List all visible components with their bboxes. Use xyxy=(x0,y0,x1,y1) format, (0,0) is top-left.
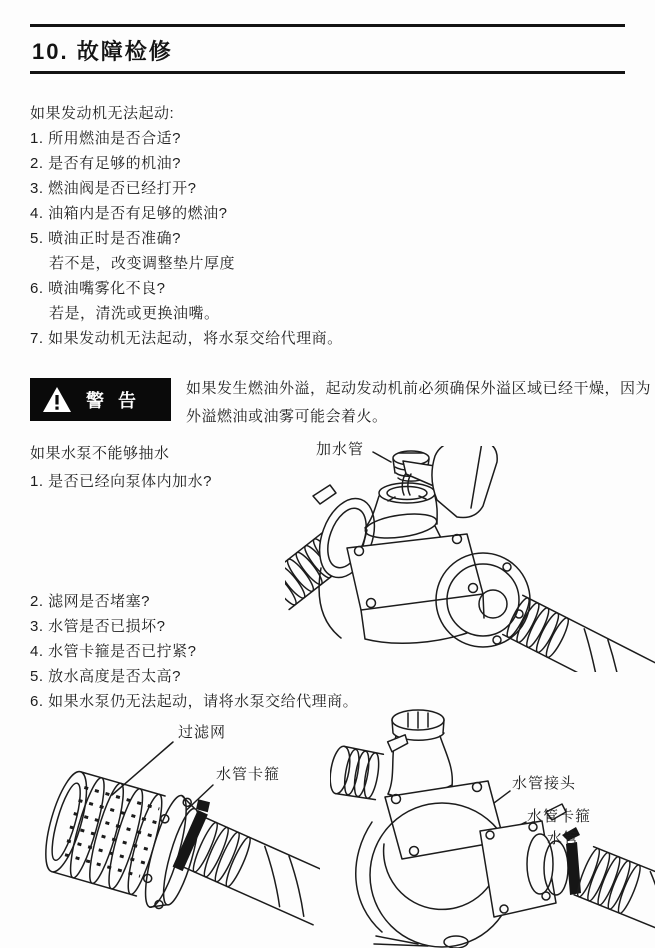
checklist-line: 1. 所用燃油是否合适? xyxy=(30,130,182,147)
engine-checklist-intro: 如果发动机无法起动: xyxy=(30,105,175,122)
checklist-line: 2. 滤网是否堵塞? xyxy=(30,593,151,610)
strainer-figure xyxy=(20,712,320,948)
checklist-line: 4. 水管卡箍是否已拧紧? xyxy=(30,643,197,660)
warning-banner xyxy=(30,378,171,421)
checklist-line: 3. 燃油阀是否已经打开? xyxy=(30,180,197,197)
warning-triangle-icon xyxy=(42,386,72,414)
checklist-line: 4. 油箱内是否有足够的燃油? xyxy=(30,205,228,222)
header-rule-top xyxy=(30,24,625,27)
warning-label: 警告 xyxy=(86,390,150,411)
strainer-label: 过滤网 xyxy=(178,724,227,741)
hose-clamp-label-right: 水管卡箍 xyxy=(527,808,592,825)
hose-label: 水管 xyxy=(547,830,580,847)
checklist-line: 6. 如果水泵仍无法起动，请将水泵交给代理商。 xyxy=(30,693,359,710)
checklist-subline: 若是，清洗或更换油嘴。 xyxy=(49,305,220,322)
pump-checklist-top xyxy=(30,440,212,496)
outlet-figure xyxy=(330,692,655,948)
priming-figure xyxy=(285,446,655,672)
warning-text: 如果发生燃油外溢，起动发动机前必须确保外溢区域已经干燥，因为外溢燃油或油雾可能会着火。 xyxy=(186,380,652,425)
hose-connector-label: 水管接头 xyxy=(512,775,577,792)
pump-checklist-intro: 如果水泵不能够抽水 xyxy=(30,445,170,462)
hose-clamp-label-left: 水管卡箍 xyxy=(216,766,281,783)
checklist-line: 5. 喷油正时是否准确? xyxy=(30,230,182,247)
checklist-line: 3. 水管是否已损坏? xyxy=(30,618,166,635)
checklist-line: 1. 是否已经向泵体内加水? xyxy=(30,473,213,490)
engine-checklist xyxy=(30,101,343,351)
checklist-subline: 若不是，改变调整垫片厚度 xyxy=(49,255,236,272)
filler-plug-label: 加水管 xyxy=(316,441,365,458)
checklist-line: 6. 喷油嘴雾化不良? xyxy=(30,280,166,297)
header-rule-bottom xyxy=(30,71,625,74)
checklist-line: 2. 是否有足够的机油? xyxy=(30,155,182,172)
checklist-line: 5. 放水高度是否太高? xyxy=(30,668,182,685)
checklist-line: 7. 如果发动机无法起动，将水泵交给代理商。 xyxy=(30,330,343,347)
page-title: 10. 故障检修 xyxy=(32,39,173,64)
